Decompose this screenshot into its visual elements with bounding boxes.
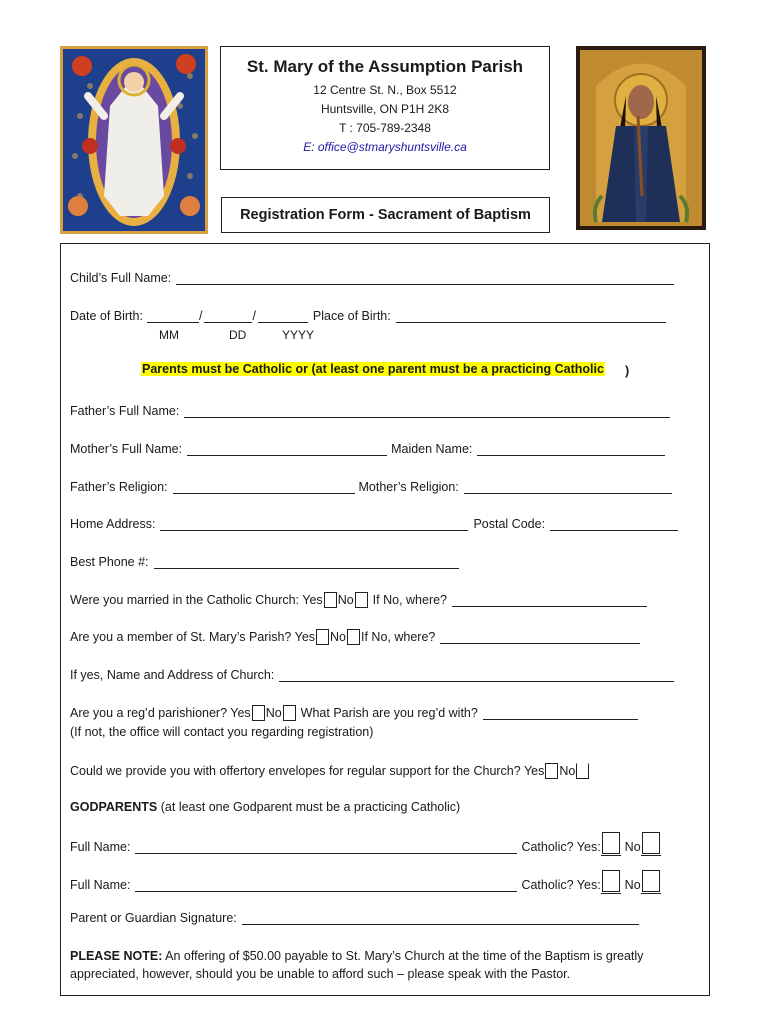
- godparent-2-name-field[interactable]: [135, 877, 517, 892]
- godparent-2-catholic-label: Catholic? Yes:: [521, 878, 601, 892]
- maiden-name-field[interactable]: [477, 441, 665, 456]
- maiden-name-label: Maiden Name:: [391, 442, 473, 456]
- address-row: [70, 516, 678, 531]
- member-row: [70, 629, 640, 644]
- godparents-subtitle: (at least one Godparent must be a practicing Catholic): [157, 800, 461, 814]
- child-name-row: [70, 270, 674, 285]
- religion-row: [70, 479, 672, 494]
- phone-label: Best Phone #:: [70, 555, 149, 569]
- regd-row: [70, 705, 638, 720]
- member-question: Are you a member of St. Mary’s Parish? Yes: [70, 630, 316, 644]
- mother-name-row: [70, 441, 665, 456]
- postal-code-label: Postal Code:: [473, 517, 546, 531]
- mother-religion-field[interactable]: [464, 479, 672, 494]
- dob-year-field[interactable]: [258, 308, 308, 323]
- postal-code-field[interactable]: [550, 516, 678, 531]
- godparent-1-yes-checkbox[interactable]: [602, 832, 620, 854]
- home-address-field[interactable]: [160, 516, 468, 531]
- member-if-no-label: If No, where?: [361, 630, 436, 644]
- dob-row: [70, 308, 666, 323]
- place-of-birth-label: Place of Birth:: [312, 309, 391, 323]
- envelopes-no-checkbox[interactable]: [576, 763, 589, 779]
- home-address-label: Home Address:: [70, 517, 156, 531]
- dob-label: Date of Birth:: [70, 309, 143, 323]
- regd-yes-checkbox[interactable]: [252, 705, 265, 721]
- member-no-checkbox[interactable]: [347, 629, 360, 645]
- member-where-field[interactable]: [440, 629, 640, 644]
- church-field[interactable]: [279, 667, 674, 682]
- godparent-2-no-checkbox[interactable]: [642, 870, 660, 892]
- saint-kateri-icon: [576, 46, 706, 230]
- married-question: Were you married in the Catholic Church: Yes: [70, 593, 323, 607]
- dob-mm-hint: MM: [159, 328, 179, 342]
- child-name-field[interactable]: [176, 270, 674, 285]
- regd-no-label: No: [265, 706, 282, 720]
- married-no-checkbox[interactable]: [355, 592, 368, 608]
- married-row: [70, 592, 647, 607]
- dob-dd-hint: DD: [229, 328, 247, 342]
- godparent-2-name-label: Full Name:: [70, 878, 131, 892]
- phone-field[interactable]: [154, 554, 459, 569]
- regd-note-text: (If not, the office will contact you regarding registration): [70, 725, 374, 739]
- parish-email[interactable]: E: office@stmaryshuntsville.ca: [303, 140, 467, 154]
- parish-phone: T : 705-789-2348: [339, 121, 431, 135]
- godparent-1-name-label: Full Name:: [70, 840, 131, 854]
- godparent-1-name-field[interactable]: [135, 839, 517, 854]
- father-name-row: [70, 403, 670, 418]
- assumption-of-mary-icon: [60, 46, 208, 234]
- church-row: [70, 667, 674, 682]
- godparent-1-row: [70, 832, 661, 854]
- please-note: [70, 947, 705, 983]
- mother-name-field[interactable]: [187, 441, 387, 456]
- godparent-2-no-label: No: [624, 878, 641, 892]
- married-where-field[interactable]: [452, 592, 647, 607]
- envelopes-question: Could we provide you with offertory envelopes for regular support for the Church? Yes: [70, 764, 545, 778]
- child-name-label: Child’s Full Name:: [70, 271, 172, 285]
- dob-slash: /: [252, 309, 256, 323]
- note-heading: PLEASE NOTE:: [70, 949, 163, 963]
- signature-row: [70, 910, 639, 925]
- member-yes-checkbox[interactable]: [316, 629, 329, 645]
- dob-slash: /: [198, 309, 203, 323]
- envelopes-row: [70, 763, 590, 778]
- what-parish-field[interactable]: [483, 705, 638, 720]
- parents-note-end: ): [625, 364, 630, 378]
- parents-note: Parents must be Catholic or (at least one parent must be a practicing Catholic: [142, 362, 604, 376]
- what-parish-label: What Parish are you reg’d with?: [300, 706, 478, 720]
- father-name-field[interactable]: [184, 403, 670, 418]
- married-no-label: No: [337, 593, 354, 607]
- father-religion-field[interactable]: [173, 479, 355, 494]
- parish-address-line1: 12 Centre St. N., Box 5512: [313, 83, 457, 97]
- regd-no-checkbox[interactable]: [283, 705, 296, 721]
- godparent-1-no-label: No: [624, 840, 641, 854]
- form-title: Registration Form - Sacrament of Baptism: [221, 197, 550, 233]
- dob-yyyy-hint: YYYY: [282, 328, 315, 342]
- envelopes-no-label: No: [559, 764, 576, 778]
- place-of-birth-field[interactable]: [396, 308, 666, 323]
- signature-label: Parent or Guardian Signature:: [70, 911, 237, 925]
- dob-month-field[interactable]: [147, 308, 199, 323]
- godparent-2-row: [70, 870, 661, 892]
- regd-question: Are you a reg’d parishioner? Yes: [70, 706, 251, 720]
- mother-name-label: Mother’s Full Name:: [70, 442, 183, 456]
- note-text: An offering of $50.00 payable to St. Mary’s Church at the time of the Baptism is greatly appreciated, however, should you be unable to afford such – please speak with the Pastor.: [70, 949, 644, 981]
- regd-note: [70, 725, 373, 739]
- envelopes-yes-checkbox[interactable]: [545, 763, 558, 779]
- godparents-heading: [70, 800, 460, 814]
- married-if-no-label: If No, where?: [372, 593, 448, 607]
- parish-name: St. Mary of the Assumption Parish: [246, 57, 524, 76]
- godparent-2-yes-checkbox[interactable]: [602, 870, 620, 892]
- member-no-label: No: [330, 630, 347, 644]
- godparent-1-no-checkbox[interactable]: [642, 832, 660, 854]
- signature-field[interactable]: [242, 910, 639, 925]
- dob-day-field[interactable]: [204, 308, 252, 323]
- phone-row: [70, 554, 459, 569]
- married-yes-checkbox[interactable]: [324, 592, 337, 608]
- father-name-label: Father’s Full Name:: [70, 404, 180, 418]
- father-religion-label: Father’s Religion:: [70, 480, 168, 494]
- mother-religion-label: Mother’s Religion:: [358, 480, 459, 494]
- godparent-1-catholic-label: Catholic? Yes:: [521, 840, 601, 854]
- church-label: If yes, Name and Address of Church:: [70, 668, 275, 682]
- parish-address-line2: Huntsville, ON P1H 2K8: [320, 102, 450, 116]
- godparents-title: GODPARENTS: [70, 800, 158, 814]
- parish-header: [220, 46, 550, 170]
